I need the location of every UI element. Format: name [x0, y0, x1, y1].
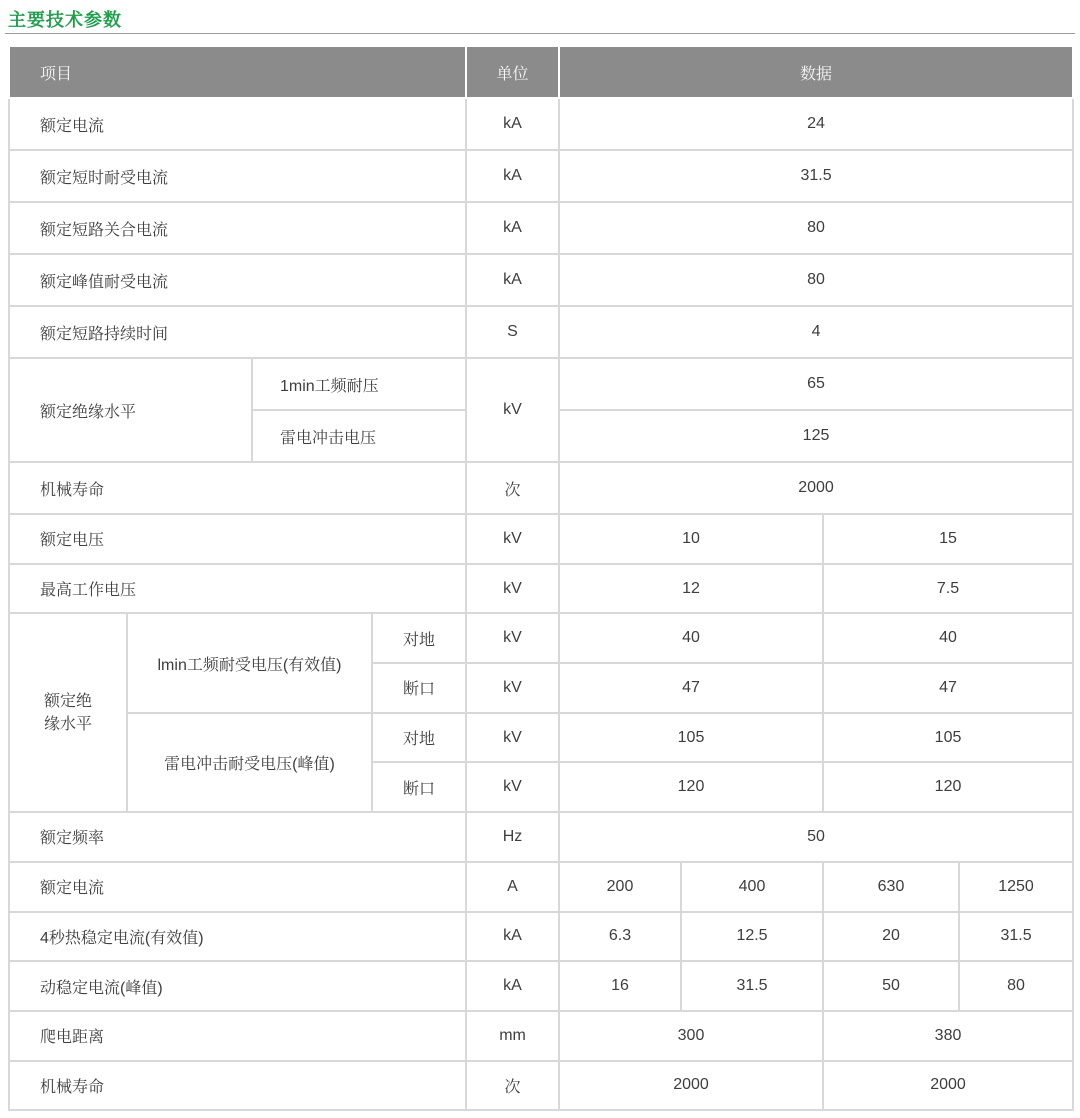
row-label: 额定绝缘水平 [9, 613, 127, 812]
value-cell: 31.5 [959, 912, 1073, 962]
position-cell: 断口 [372, 762, 466, 812]
header-data: 数据 [559, 46, 1073, 98]
table-row [9, 912, 1073, 962]
table-row [9, 254, 1073, 306]
row-label: 爬电距离 [9, 1011, 466, 1061]
value-cell: 40 [559, 613, 823, 663]
value-cell: 380 [823, 1011, 1073, 1061]
value-cell: 31.5 [681, 961, 823, 1011]
table-row [9, 1061, 1073, 1111]
unit-cell: 次 [466, 462, 559, 514]
value-cell: 31.5 [559, 150, 1073, 202]
value-cell: 50 [823, 961, 959, 1011]
value-cell: 50 [559, 812, 1073, 862]
position-cell: 对地 [372, 713, 466, 763]
value-cell: 16 [559, 961, 681, 1011]
unit-cell: kV [466, 663, 559, 713]
table-row [9, 862, 1073, 912]
table-row [9, 98, 1073, 150]
unit-cell: kA [466, 912, 559, 962]
value-cell: 10 [559, 514, 823, 564]
unit-cell: kA [466, 202, 559, 254]
value-cell: 24 [559, 98, 1073, 150]
row-label: 额定电流 [9, 862, 466, 912]
technical-parameters-table [8, 45, 1074, 1111]
table-header-row [9, 46, 1073, 98]
table-row [9, 462, 1073, 514]
row-label: 额定频率 [9, 812, 466, 862]
unit-cell: 次 [466, 1061, 559, 1111]
unit-cell: kA [466, 98, 559, 150]
value-cell: 2000 [823, 1061, 1073, 1111]
unit-cell: S [466, 306, 559, 358]
row-label: 额定短时耐受电流 [9, 150, 466, 202]
sub-row-label: 雷电冲击电压 [252, 410, 466, 462]
table-row [9, 713, 1073, 763]
sub-group-label: 雷电冲击耐受电压(峰值) [127, 713, 372, 812]
unit-cell: Hz [466, 812, 559, 862]
position-cell: 断口 [372, 663, 466, 713]
row-label: 动稳定电流(峰值) [9, 961, 466, 1011]
row-label: 机械寿命 [9, 1061, 466, 1111]
row-label: 额定短路持续时间 [9, 306, 466, 358]
value-cell: 630 [823, 862, 959, 912]
table-row [9, 613, 1073, 663]
unit-cell: kA [466, 150, 559, 202]
unit-cell: A [466, 862, 559, 912]
position-cell: 对地 [372, 613, 466, 663]
unit-cell: kV [466, 564, 559, 614]
value-cell: 105 [559, 713, 823, 763]
table-row [9, 514, 1073, 564]
value-cell: 400 [681, 862, 823, 912]
table-row [9, 306, 1073, 358]
value-cell: 20 [823, 912, 959, 962]
table-row [9, 150, 1073, 202]
value-cell: 200 [559, 862, 681, 912]
value-cell: 12 [559, 564, 823, 614]
table-row [9, 961, 1073, 1011]
sub-row-label: 1min工频耐压 [252, 358, 466, 410]
table-row [9, 358, 1073, 410]
value-cell: 6.3 [559, 912, 681, 962]
page-title: 主要技术参数 [8, 10, 122, 30]
table-row [9, 812, 1073, 862]
unit-cell: kV [466, 613, 559, 663]
title-underline [5, 33, 1075, 34]
value-cell: 2000 [559, 462, 1073, 514]
table-row [9, 564, 1073, 614]
value-cell: 40 [823, 613, 1073, 663]
value-cell: 4 [559, 306, 1073, 358]
row-label: 额定电流 [9, 98, 466, 150]
row-label: 机械寿命 [9, 462, 466, 514]
table-row [9, 202, 1073, 254]
unit-cell: kA [466, 961, 559, 1011]
value-cell: 300 [559, 1011, 823, 1061]
unit-cell: kV [466, 762, 559, 812]
value-cell: 65 [559, 358, 1073, 410]
unit-cell: mm [466, 1011, 559, 1061]
value-cell: 120 [823, 762, 1073, 812]
value-cell: 2000 [559, 1061, 823, 1111]
unit-cell: kV [466, 358, 559, 462]
value-cell: 125 [559, 410, 1073, 462]
header-item: 项目 [9, 46, 466, 98]
header-unit: 单位 [466, 46, 559, 98]
table-row [9, 1011, 1073, 1061]
unit-cell: kV [466, 514, 559, 564]
value-cell: 80 [559, 202, 1073, 254]
value-cell: 80 [959, 961, 1073, 1011]
row-label: 最高工作电压 [9, 564, 466, 614]
unit-cell: kV [466, 713, 559, 763]
value-cell: 80 [559, 254, 1073, 306]
sub-group-label: lmin工频耐受电压(有效值) [127, 613, 372, 712]
value-cell: 15 [823, 514, 1073, 564]
value-cell: 7.5 [823, 564, 1073, 614]
row-label: 4秒热稳定电流(有效值) [9, 912, 466, 962]
value-cell: 1250 [959, 862, 1073, 912]
row-label: 额定电压 [9, 514, 466, 564]
value-cell: 105 [823, 713, 1073, 763]
value-cell: 120 [559, 762, 823, 812]
value-cell: 47 [823, 663, 1073, 713]
value-cell: 12.5 [681, 912, 823, 962]
value-cell: 47 [559, 663, 823, 713]
unit-cell: kA [466, 254, 559, 306]
row-label: 额定绝缘水平 [9, 358, 252, 462]
row-label: 额定峰值耐受电流 [9, 254, 466, 306]
row-label: 额定短路关合电流 [9, 202, 466, 254]
